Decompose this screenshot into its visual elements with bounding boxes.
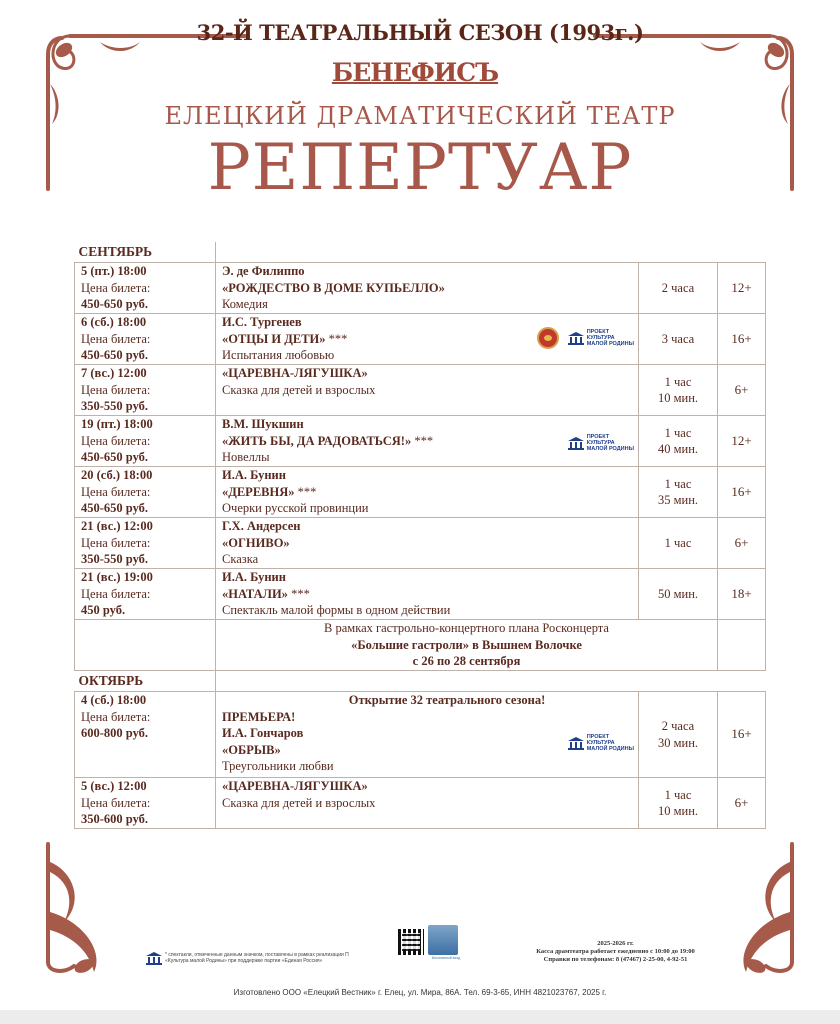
month-row-october: [75, 671, 766, 692]
benefis-logo: БЕНЕФИСЪ: [331, 58, 499, 87]
date-cell: 19 (пт.) 18:00 Цена билета: 450-650 руб.: [75, 416, 216, 467]
age-cell: 16+: [718, 692, 766, 778]
table-row: [75, 778, 766, 829]
project-logo: ПРОЕКТ КУЛЬТУРА МАЛОЙ РОДИНЫ: [567, 734, 634, 752]
play-cell: Открытие 32 театрального сезона! ПРЕМЬЕРА! И.А. Гончаров «ОБРЫВ» Треугольники любви ПРОЕКТ КУЛЬТУРА МАЛОЙ РОДИНЫ: [216, 692, 639, 778]
table-row: [75, 314, 766, 365]
qr-code[interactable]: [398, 929, 424, 955]
museum-icon: [567, 331, 585, 345]
age-cell: 12+: [718, 263, 766, 314]
age-cell: 6+: [718, 518, 766, 569]
footnote: * спектакли, отмеченные данным значком, поставлены в рамках реализации П «Культура малой Родины» при поддержке партии «Единая Россия»: [165, 952, 349, 964]
age-cell: 6+: [718, 778, 766, 829]
play-cell: И.С. Тургенев «ОТЦЫ И ДЕТИ» *** Испытания любовью ПРОЕКТ КУЛЬТУРА МАЛОЙ РОДИНЫ: [216, 314, 639, 365]
project-logo: ПРОЕКТ КУЛЬТУРА МАЛОЙ РОДИНЫ: [567, 329, 634, 347]
table-row: [75, 467, 766, 518]
age-cell: 18+: [718, 569, 766, 620]
table-row: [75, 692, 766, 778]
play-cell: «ЦАРЕВНА-ЛЯГУШКА» Сказка для детей и взрослых: [216, 365, 639, 416]
portrait-image: [428, 925, 458, 955]
duration-cell: 3 часа: [639, 314, 718, 365]
box-office-info: 2025-2026 гг. Касса драмтеатра работает ежедневно с 10:00 до 19:00 Справки по телефонам: 8 (47467) 2-25-00, 4-92-51: [536, 940, 695, 963]
age-cell: 16+: [718, 467, 766, 518]
duration-cell: 1 час 10 мин.: [639, 365, 718, 416]
date-cell: 4 (сб.) 18:00 Цена билета: 600-800 руб.: [75, 692, 216, 778]
month-label: СЕНТЯБРЬ: [75, 242, 216, 263]
age-cell: 6+: [718, 365, 766, 416]
month-label: ОКТЯБРЬ: [75, 671, 216, 692]
date-cell: 20 (сб.) 18:00 Цена билета: 450-650 руб.: [75, 467, 216, 518]
month-row-september: [75, 242, 766, 263]
play-cell: Э. де Филиппо «РОЖДЕСТВО В ДОМЕ КУПЬЕЛЛО» Комедия: [216, 263, 639, 314]
duration-cell: 1 час 35 мин.: [639, 467, 718, 518]
imprint: Изготовлено ООО «Елецкий Вестник» г. Елец, ул. Мира, 86А. Тел. 69-3-65, ИНН 4821023767, 2025 г.: [233, 988, 607, 997]
repertoire-table: [74, 242, 766, 829]
duration-cell: 1 час 10 мин.: [639, 778, 718, 829]
tour-note: В рамках гастрольно-концертного плана Росконцерта «Большие гастроли» в Вышнем Волочке с 26 по 28 сентября: [216, 620, 718, 671]
ornament-bottom-left: [34, 842, 154, 982]
theatre-name: ЕЛЕЦКИЙ ДРАМАТИЧЕСКИЙ ТЕАТР: [164, 102, 676, 130]
age-cell: 12+: [718, 416, 766, 467]
date-cell: 6 (сб.) 18:00 Цена билета: 450-650 руб.: [75, 314, 216, 365]
play-cell: И.А. Бунин «НАТАЛИ» *** Спектакль малой формы в одном действии: [216, 569, 639, 620]
play-cell: «ЦАРЕВНА-ЛЯГУШКА» Сказка для детей и взрослых: [216, 778, 639, 829]
museum-icon: [145, 951, 163, 965]
theatre-mask-icon: [537, 327, 559, 349]
duration-cell: 1 час: [639, 518, 718, 569]
duration-cell: 2 часа 30 мин.: [639, 692, 718, 778]
portrait-caption: Бесплатный вход: [431, 956, 461, 960]
date-cell: 5 (пт.) 18:00 Цена билета: 450-650 руб.: [75, 263, 216, 314]
duration-cell: 2 часа: [639, 263, 718, 314]
play-cell: И.А. Бунин «ДЕРЕВНЯ» *** Очерки русской провинции: [216, 467, 639, 518]
project-logo: ПРОЕКТ КУЛЬТУРА МАЛОЙ РОДИНЫ: [567, 434, 634, 452]
season-opening-note: Открытие 32 театрального сезона!: [348, 693, 546, 707]
table-row: [75, 569, 766, 620]
duration-cell: 50 мин.: [639, 569, 718, 620]
season-title: 32-Й ТЕАТРАЛЬНЫЙ СЕЗОН (1993г.): [196, 20, 644, 45]
tour-row: [75, 620, 766, 671]
date-cell: 7 (вс.) 12:00 Цена билета: 350-550 руб.: [75, 365, 216, 416]
table-row: [75, 518, 766, 569]
play-cell: Г.Х. Андерсен «ОГНИВО» Сказка: [216, 518, 639, 569]
museum-icon: [567, 436, 585, 450]
page-title: РЕПЕРТУАР: [207, 131, 633, 205]
date-cell: 5 (вс.) 12:00 Цена билета: 350-600 руб.: [75, 778, 216, 829]
table-row: [75, 416, 766, 467]
table-row: [75, 263, 766, 314]
date-cell: 21 (вс.) 12:00 Цена билета: 350-550 руб.: [75, 518, 216, 569]
duration-cell: 1 час 40 мин.: [639, 416, 718, 467]
age-cell: 16+: [718, 314, 766, 365]
museum-icon: [567, 736, 585, 750]
date-cell: 21 (вс.) 19:00 Цена билета: 450 руб.: [75, 569, 216, 620]
play-cell: В.М. Шукшин «ЖИТЬ БЫ, ДА РАДОВАТЬСЯ!» *** Новеллы ПРОЕКТ КУЛЬТУРА МАЛОЙ РОДИНЫ: [216, 416, 639, 467]
table-row: [75, 365, 766, 416]
